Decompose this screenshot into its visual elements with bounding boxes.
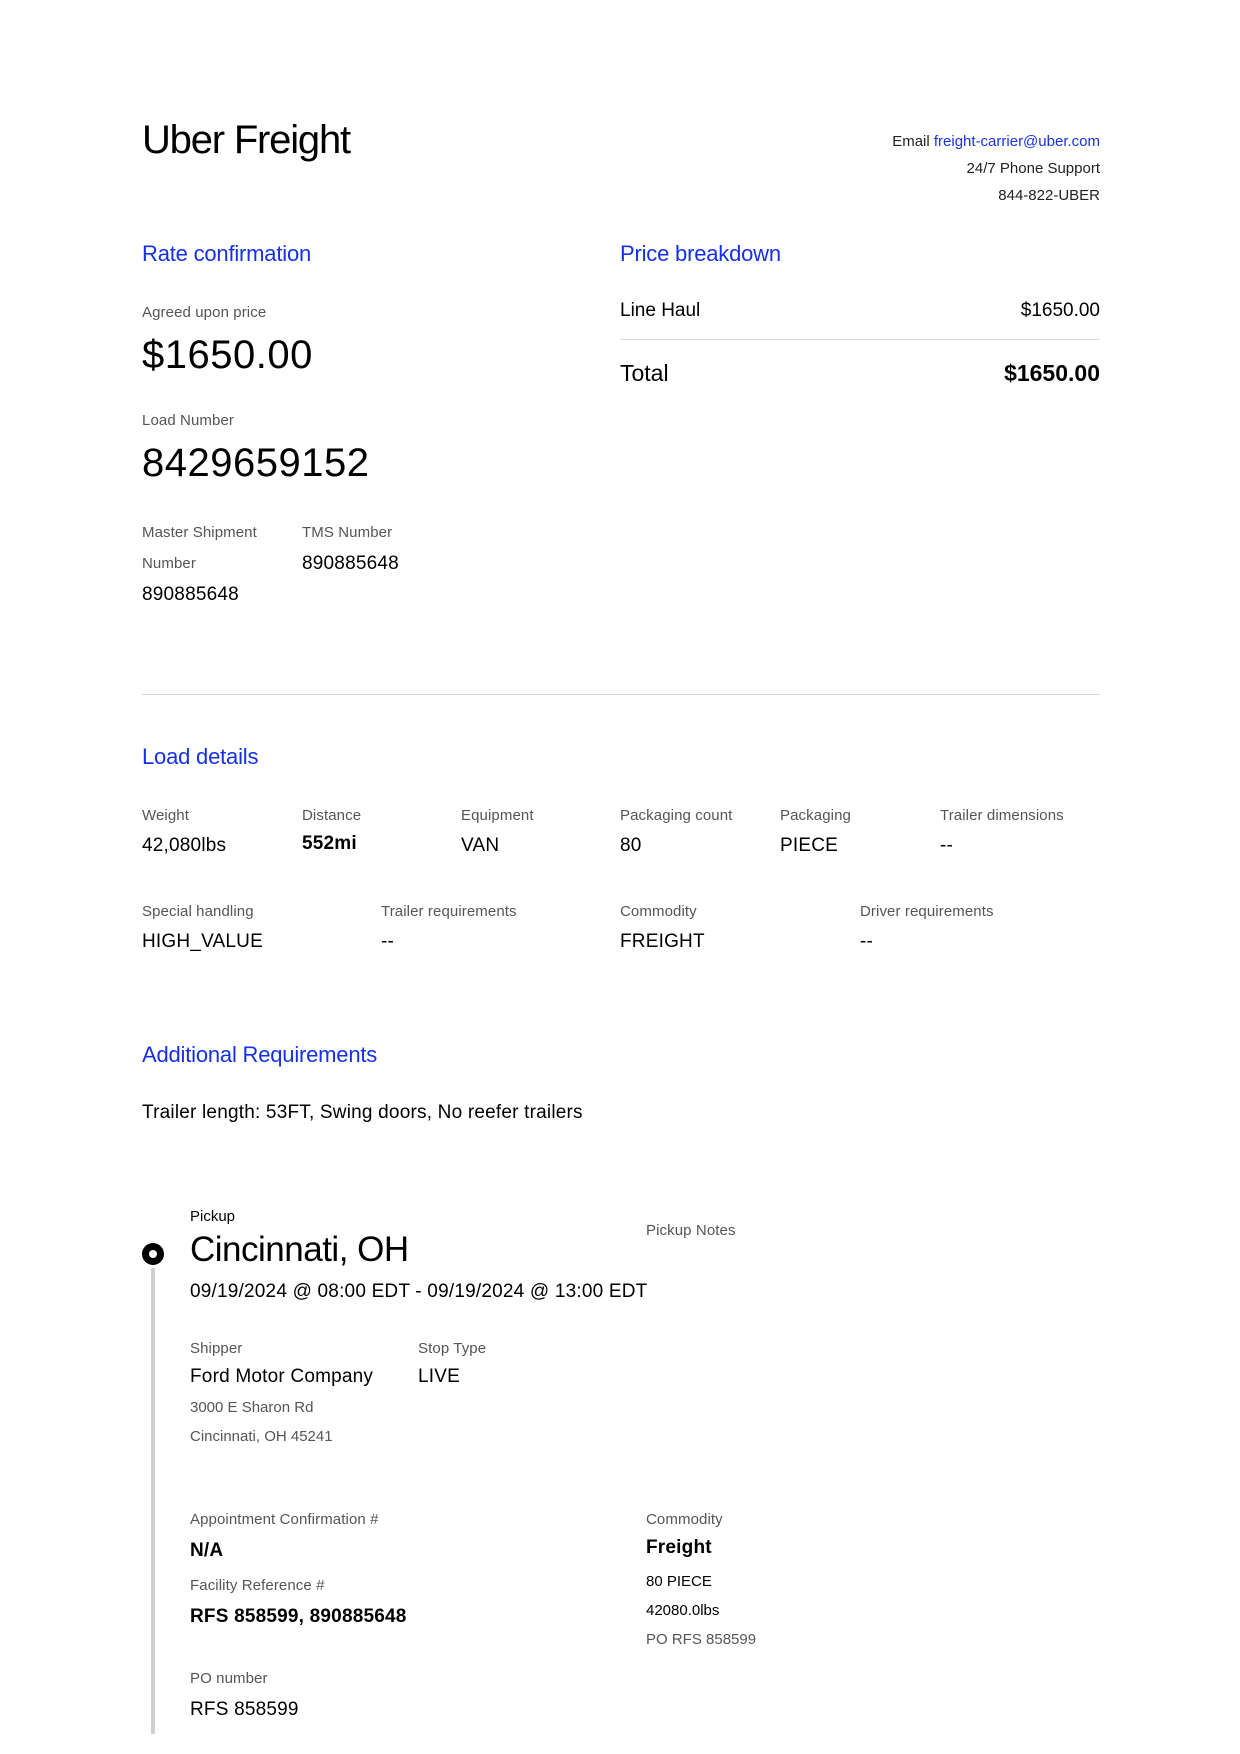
trailer-dimensions-label: Trailer dimensions [940, 807, 1064, 824]
line-haul-label: Line Haul [620, 300, 701, 321]
agreed-price-label: Agreed upon price [142, 304, 267, 321]
appointment-confirmation-value: N/A [190, 1540, 224, 1561]
timeline-line [151, 1268, 155, 1734]
po-number-value: RFS 858599 [190, 1699, 299, 1720]
distance-label: Distance [302, 807, 362, 824]
phone-number: 844-822-UBER [998, 187, 1100, 204]
shipper-name: Ford Motor Company [190, 1366, 374, 1387]
total-value: $1650.00 [1004, 360, 1100, 386]
packaging-label: Packaging [780, 807, 851, 824]
email-line [892, 128, 1100, 155]
agreed-price-value: $1650.00 [142, 333, 313, 377]
pickup-marker-icon [142, 1243, 164, 1265]
pickup-label: Pickup [190, 1208, 236, 1225]
pickup-commodity-count: 80 PIECE [646, 1573, 712, 1590]
pickup-commodity-value: Freight [646, 1537, 712, 1558]
special-handling-label: Special handling [142, 903, 254, 920]
load-number-value: 8429659152 [142, 441, 370, 485]
additional-requirements-text: Trailer length: 53FT, Swing doors, No reefer trailers [142, 1102, 583, 1123]
trailer-dimensions-value: -- [940, 835, 954, 856]
packaging-count-value: 80 [620, 835, 642, 856]
line-haul-value: $1650.00 [1020, 300, 1100, 321]
driver-requirements-value: -- [860, 931, 874, 952]
tms-number-value: 890885648 [302, 553, 399, 574]
equipment-value: VAN [461, 835, 500, 856]
weight-value: 42,080lbs [142, 835, 227, 856]
master-shipment-value: 890885648 [142, 584, 239, 605]
appointment-confirmation-label: Appointment Confirmation # [190, 1511, 379, 1528]
load-details-title: Load details [142, 744, 259, 769]
weight-label: Weight [142, 807, 190, 824]
pickup-window: 09/19/2024 @ 08:00 EDT - 09/19/2024 @ 13:00 EDT [190, 1281, 648, 1302]
tms-number-label: TMS Number [302, 524, 393, 541]
trailer-requirements-value: -- [381, 931, 395, 952]
pickup-commodity-weight: 42080.0lbs [646, 1602, 720, 1619]
load-number-label: Load Number [142, 412, 234, 429]
pickup-commodity-po: PO RFS 858599 [646, 1631, 757, 1648]
stop-type-value: LIVE [418, 1366, 460, 1387]
shipper-address-line2: Cincinnati, OH 45241 [190, 1428, 333, 1445]
trailer-requirements-label: Trailer requirements [381, 903, 517, 920]
rate-confirmation-title: Rate confirmation [142, 241, 312, 266]
phone-support-label: 24/7 Phone Support [966, 160, 1100, 177]
driver-requirements-label: Driver requirements [860, 903, 994, 920]
equipment-label: Equipment [461, 807, 534, 824]
price-divider [620, 339, 1100, 340]
pickup-city: Cincinnati, OH [190, 1230, 409, 1269]
master-shipment-label-line2: Number [142, 555, 196, 572]
master-shipment-label-line1: Master Shipment [142, 524, 257, 541]
email-label: Email [892, 133, 930, 150]
facility-reference-value: RFS 858599, 890885648 [190, 1606, 407, 1627]
stop-type-label: Stop Type [418, 1340, 487, 1357]
facility-reference-label: Facility Reference # [190, 1577, 325, 1594]
shipper-address-line1: 3000 E Sharon Rd [190, 1399, 314, 1416]
packaging-value: PIECE [780, 835, 839, 856]
email-link[interactable]: freight-carrier@uber.com [933, 133, 1100, 150]
section-divider [142, 694, 1100, 695]
contact-info [892, 128, 1100, 209]
uber-freight-logo: Uber Freight [142, 118, 350, 162]
additional-requirements-title: Additional Requirements [142, 1042, 378, 1067]
po-number-label: PO number [190, 1670, 268, 1687]
special-handling-value: HIGH_VALUE [142, 931, 263, 952]
price-breakdown-title: Price breakdown [620, 241, 781, 266]
commodity-label: Commodity [620, 903, 697, 920]
distance-value: 552mi [302, 833, 357, 854]
pickup-commodity-label: Commodity [646, 1511, 723, 1528]
pickup-notes-label: Pickup Notes [646, 1222, 736, 1239]
shipper-label: Shipper [190, 1340, 243, 1357]
packaging-count-label: Packaging count [620, 807, 733, 824]
total-label: Total [620, 360, 669, 386]
commodity-value: FREIGHT [620, 931, 705, 952]
